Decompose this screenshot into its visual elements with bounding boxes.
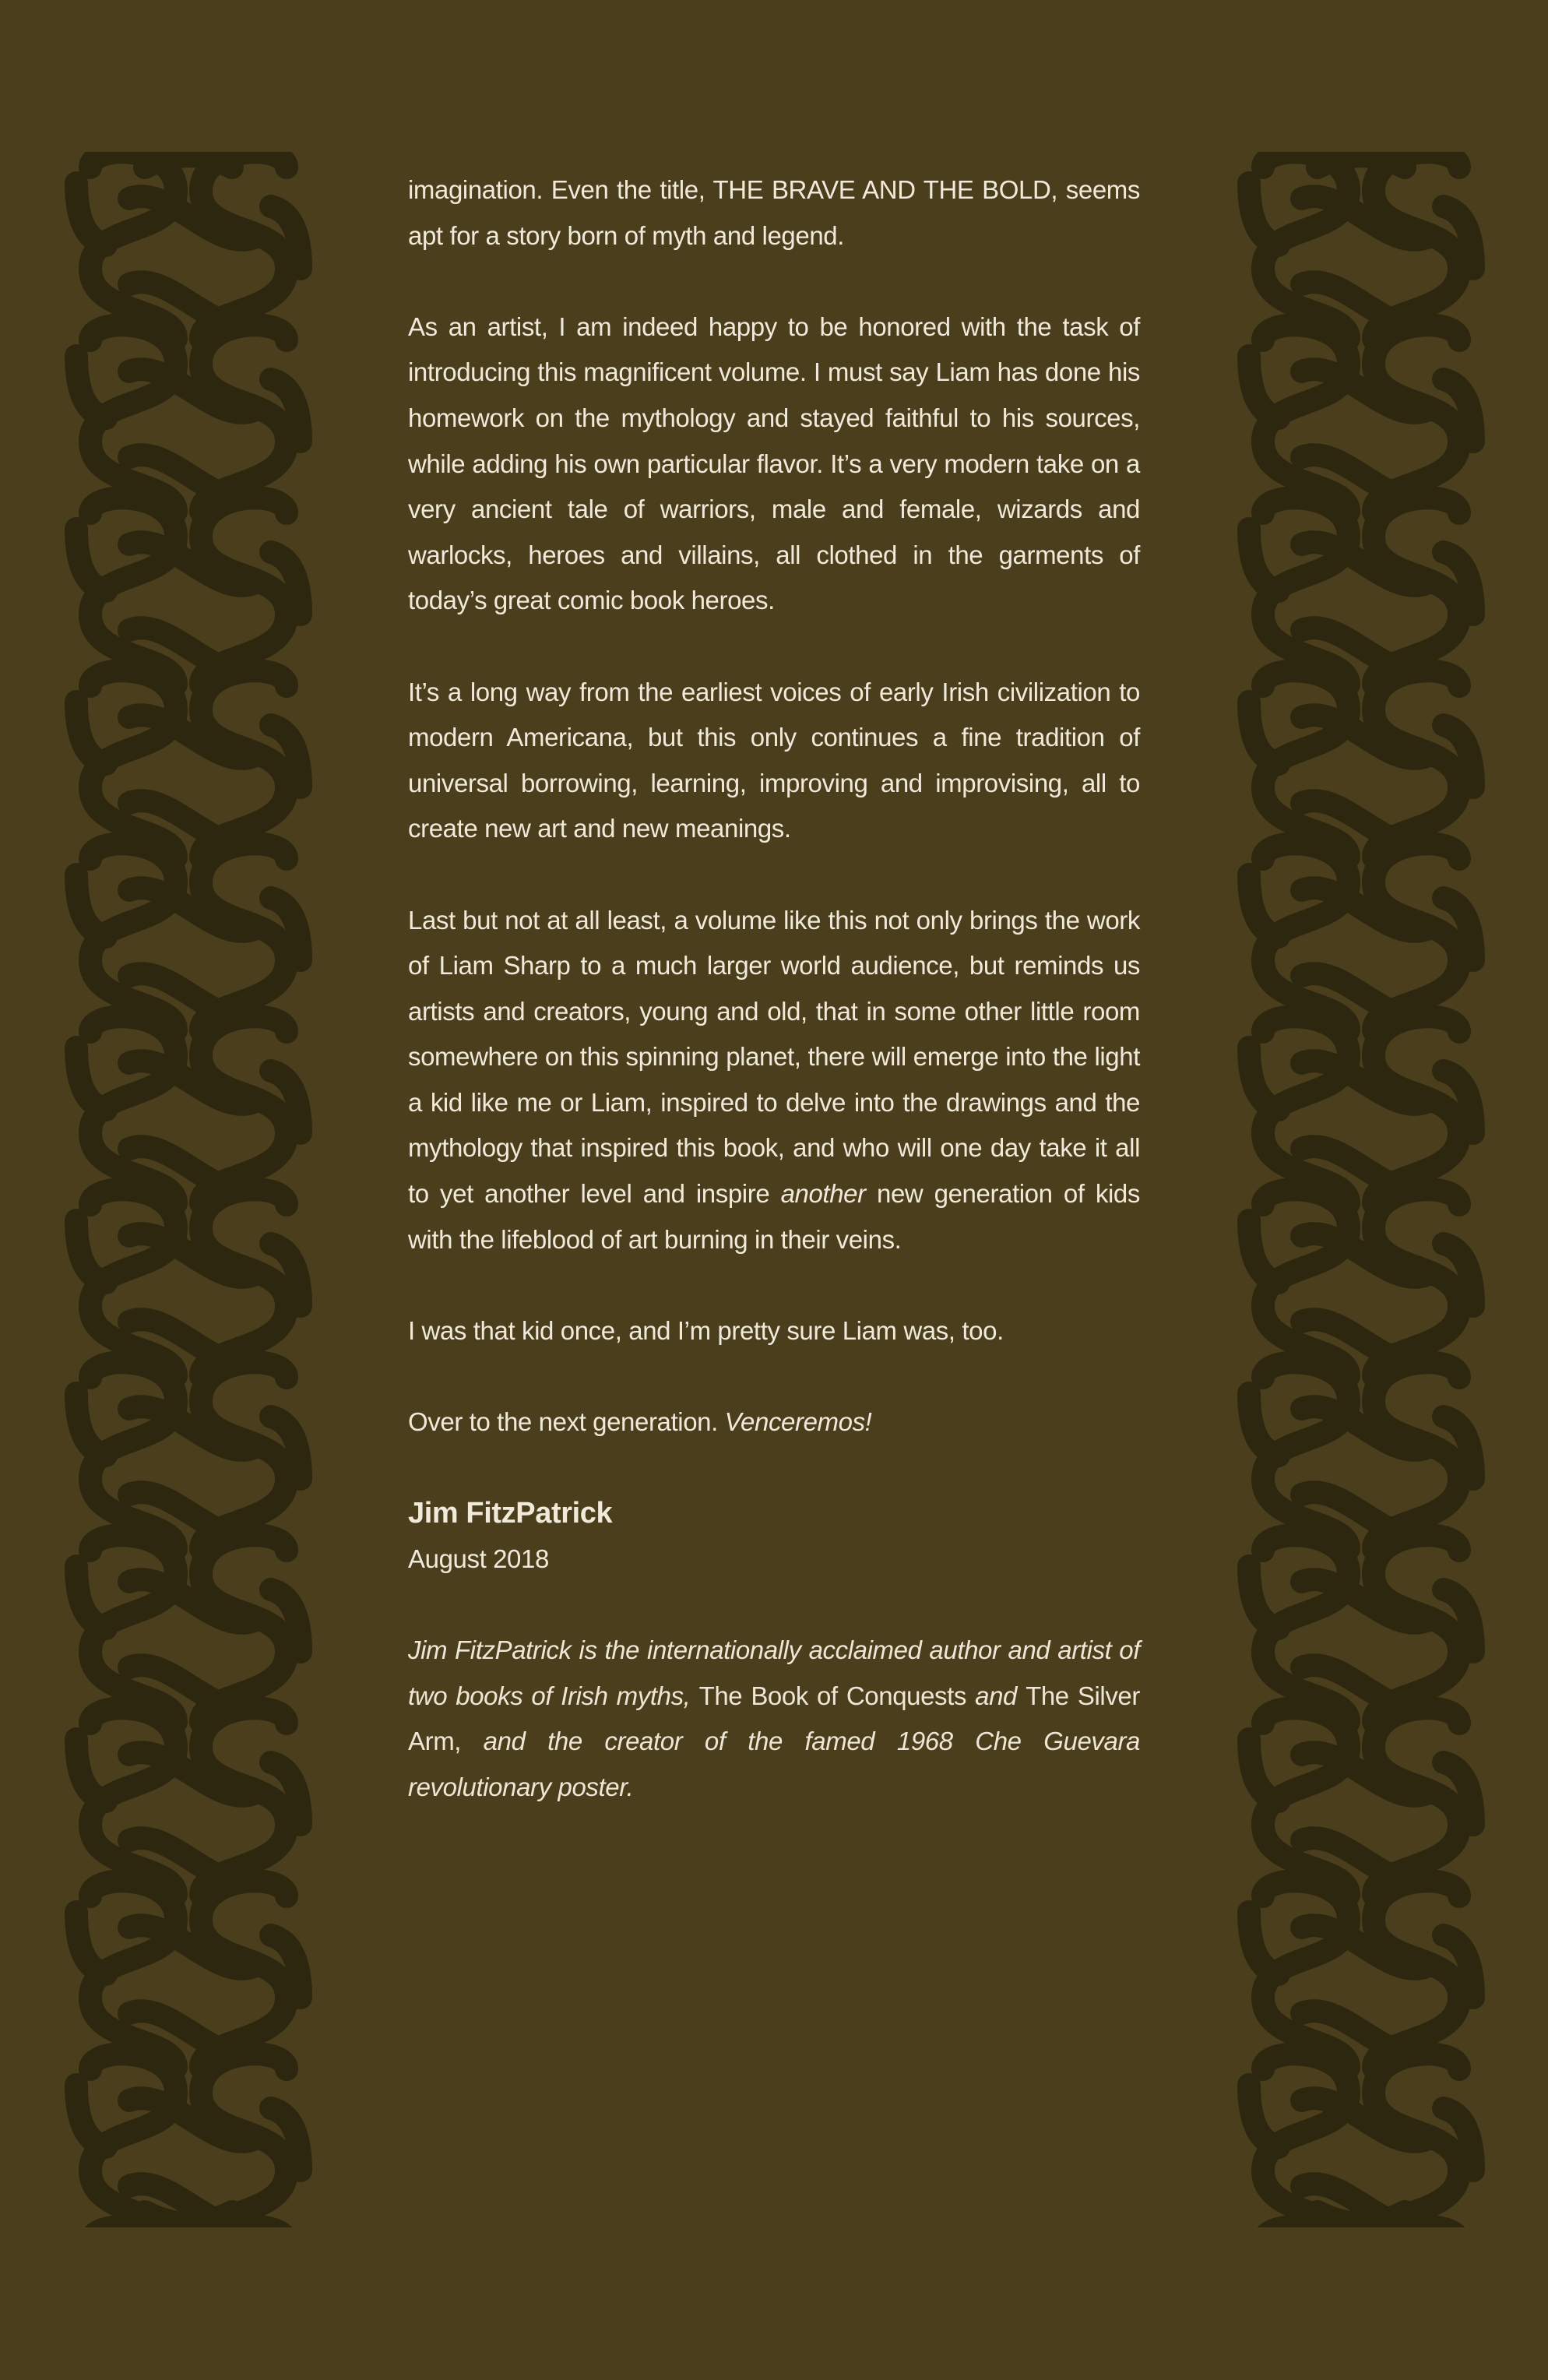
bio-part-1: Jim FitzPatrick is the internationally acclaimed author and artist of two books of Irish myths,	[408, 1635, 1140, 1710]
paragraph-2: As an artist, I am indeed happy to be honored with the task of introducing this magnificent volume. I must say Liam has done his homework on the mythology and stayed faithful to his sources, while adding his own particular flavor. It’s a very modern take on a very ancient tale of warriors, male and female, wizards and warlocks, heroes and villains, all clothed in the garments of today’s great comic book heroes.	[408, 312, 1140, 615]
author-name: Jim FitzPatrick	[408, 1497, 613, 1530]
author-bio	[408, 1628, 1140, 1810]
paragraph-1: imagination. Even the title, THE BRAVE AND THE BOLD, seems apt for a story born of myth and legend.	[408, 175, 1140, 250]
bio-part-2: and the creator of the famed 1968 Che Guevara revolutionary poster.	[408, 1727, 1140, 1801]
paragraph-4-tail: new generation of kids with the lifeblood of art burning in their veins.	[408, 1179, 1140, 1254]
paragraph-5: I was that kid once, and I’m pretty sure Liam was, too.	[408, 1315, 1004, 1345]
paragraph-4-lead: Last but not at all least, a volume like this not only brings the work of Liam Sharp to a much larger world audience, but reminds us artists and creators, young and old, that in some other little room somewhere on this spinning planet, there will emerge into the light a kid like me or Liam, inspired to delve into the drawings and the mythology that inspired this book, and who will one day take it all to yet another level and inspire	[408, 905, 1140, 1209]
paragraph-4	[408, 898, 1140, 1263]
author-date: August 2018	[408, 1544, 549, 1573]
bio-joiner: and	[966, 1681, 1026, 1710]
celtic-knot-border-right-art	[1232, 152, 1490, 2227]
celtic-knot-border-right	[1232, 152, 1490, 2227]
bio-book-title-1: The Book of Conquests	[698, 1681, 967, 1710]
paragraph-6-emphasis: Venceremos!	[724, 1407, 872, 1437]
foreword-text-column	[408, 167, 1140, 1810]
celtic-knot-border-left-art	[59, 152, 318, 2227]
bio-book-title-2: The Silver Arm,	[408, 1681, 1140, 1756]
celtic-knot-border-left	[59, 152, 318, 2227]
paragraph-6	[408, 1399, 1140, 1445]
paragraph-3: It’s a long way from the earliest voices of early Irish civilization to modern Americana, but this only continues a fine tradition of universal borrowing, learning, improving and improvising, all to create new art and new meanings.	[408, 677, 1140, 843]
paragraph-4-emphasis: another	[780, 1179, 866, 1209]
paragraph-6-lead: Over to the next generation.	[408, 1407, 725, 1437]
